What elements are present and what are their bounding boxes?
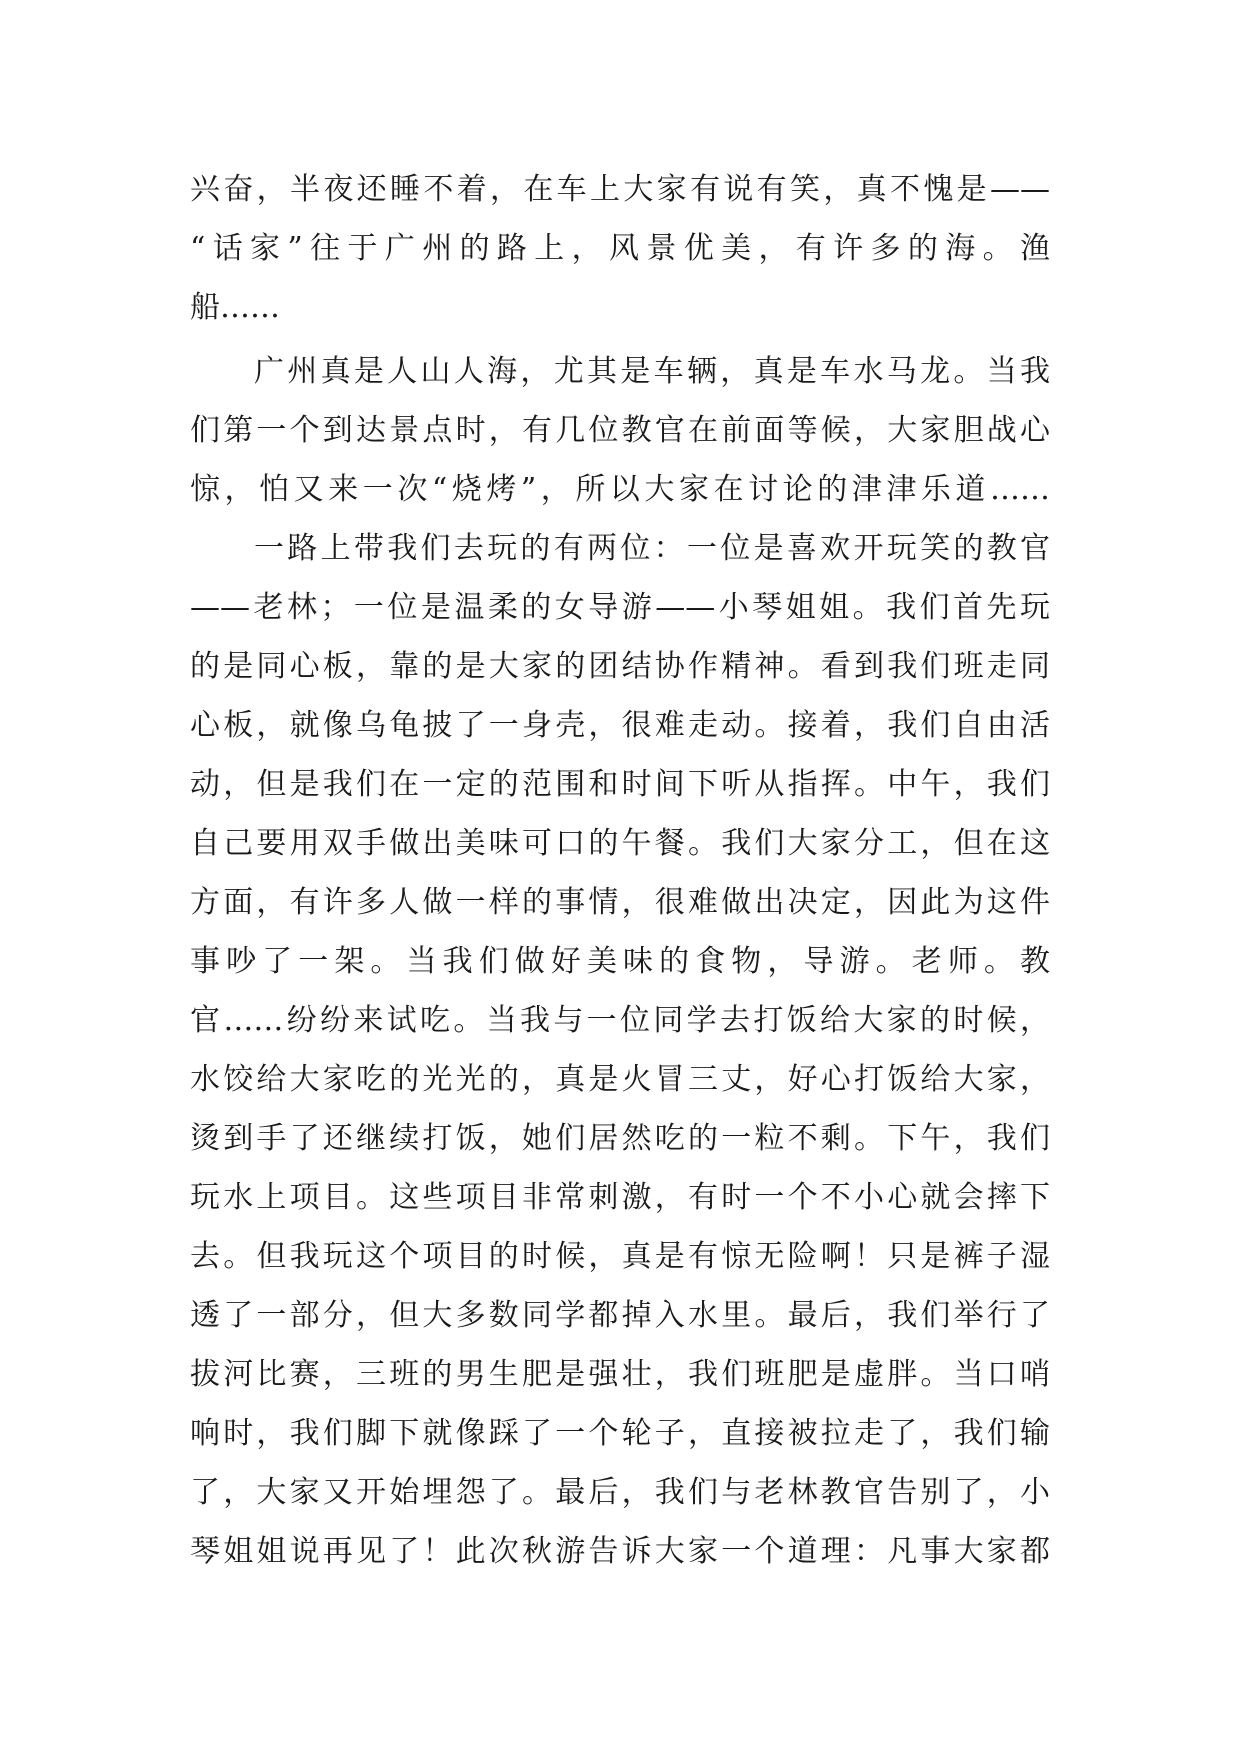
text-line: 的是同心板，靠的是大家的团结协作精神。看到我们班走同 [190,649,1050,684]
text-line: 拔河比赛，三班的男生肥是强壮，我们班肥是虚胖。当口哨 [190,1357,1050,1392]
text-line: 广州真是人山人海，尤其是车辆，真是车水马龙。当我 [254,354,1050,389]
text-line: 兴奋，半夜还睡不着，在车上大家有说有笑，真不愧是—— [190,172,1050,207]
text-line: 一路上带我们去玩的有两位：一位是喜欢开玩笑的教官 [254,531,1050,566]
text-line: 响时，我们脚下就像踩了一个轮子，直接被拉走了，我们输 [190,1416,1050,1451]
text-line: 透了一部分，但大多数同学都掉入水里。最后，我们举行了 [190,1298,1050,1333]
text-line: 方面，有许多人做一样的事情，很难做出决定，因此为这件 [190,885,1050,920]
text-line: 琴姐姐说再见了！此次秋游告诉大家一个道理：凡事大家都 [190,1534,1050,1569]
text-line: 动，但是我们在一定的范围和时间下听从指挥。中午，我们 [190,767,1050,802]
text-line: 们第一个到达景点时，有几位教官在前面等候，大家胆战心 [190,413,1050,448]
text-line: 船…… [190,290,280,325]
text-line: 烫到手了还继续打饭，她们居然吃的一粒不剩。下午，我们 [190,1121,1050,1156]
text-line: 去。但我玩这个项目的时候，真是有惊无险啊！只是裤子湿 [190,1239,1050,1274]
text-line: 水饺给大家吃的光光的，真是火冒三丈，好心打饭给大家， [190,1062,1050,1097]
text-line: 事吵了一架。当我们做好美味的食物，导游。老师。教 [190,944,1050,979]
text-line: 官……纷纷来试吃。当我与一位同学去打饭给大家的时候， [190,1003,1050,1038]
text-line: ——老林；一位是温柔的女导游——小琴姐姐。我们首先玩 [190,590,1050,625]
text-line: 惊，怕又来一次“烧烤”，所以大家在讨论的津津乐道…… [190,472,1050,507]
text-line: 了，大家又开始埋怨了。最后，我们与老林教官告别了，小 [190,1475,1050,1510]
document-body [190,160,1050,1581]
text-line: 自己要用双手做出美味可口的午餐。我们大家分工，但在这 [190,826,1050,861]
text-line: “话家”往于广州的路上，风景优美，有许多的海。渔 [190,231,1050,266]
text-line: 玩水上项目。这些项目非常刺激，有时一个不小心就会摔下 [190,1180,1050,1215]
text-line: 心板，就像乌龟披了一身壳，很难走动。接着，我们自由活 [190,708,1050,743]
